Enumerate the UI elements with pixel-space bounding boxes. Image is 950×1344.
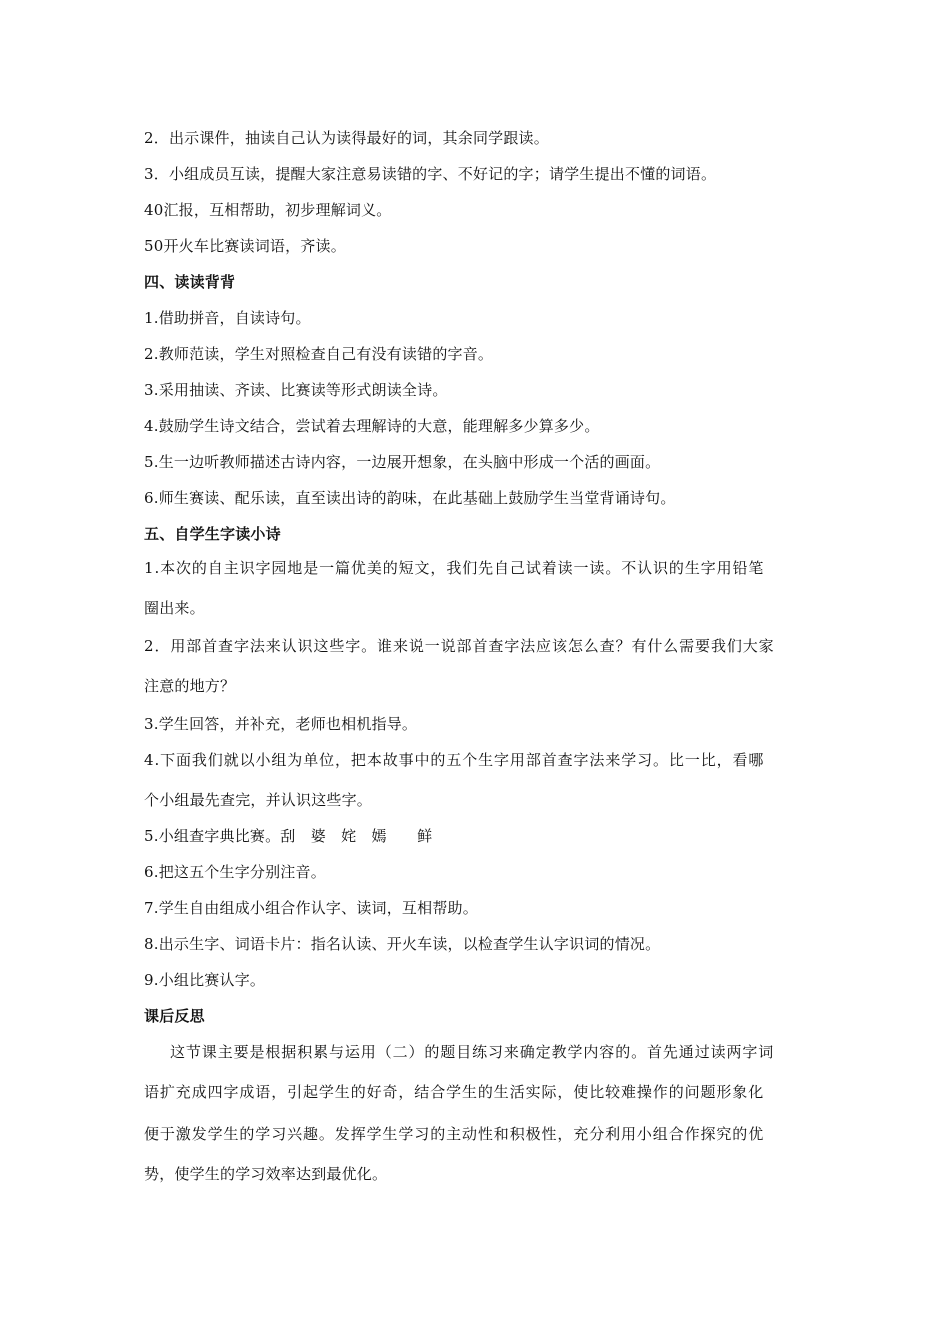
step-2-courseware: 2．出示课件，抽读自己认为读得最好的词，其余同学跟读。 (144, 129, 549, 147)
recite-step-4: 4.鼓励学生诗文结合，尝试着去理解诗的大意，能理解多少算多少。 (144, 417, 600, 435)
self-study-step-3: 3.学生回答，并补充，老师也相机指导。 (144, 715, 418, 733)
self-study-step-9: 9.小组比赛认字。 (144, 971, 266, 989)
recite-step-6: 6.师生赛读、配乐读，直至读出诗的韵味，在此基础上鼓励学生当堂背诵诗句。 (144, 489, 676, 507)
reflection-heading: 课后反思 (144, 1007, 205, 1025)
step-4-report: 40汇报，互相帮助，初步理解词义。 (144, 201, 392, 219)
self-study-step-5: 5.小组查字典比赛。刮 婆 姹 嫣 鲜 (144, 827, 433, 845)
self-study-step-4: 4.下面我们就以小组为单位，把本故事中的五个生字用部首查字法来学习。比一比，看哪 (144, 751, 765, 769)
reflection-paragraph-line-4: 势，使学生的学习效率达到最优化。 (144, 1165, 388, 1183)
reflection-paragraph-line-3: 便于激发学生的学习兴趣。发挥学生学习的主动性和积极性，充分利用小组合作探究的优 (144, 1125, 765, 1143)
step-3-group-reading: 3．小组成员互读，提醒大家注意易读错的字、不好记的字；请学生提出不懂的词语。 (144, 165, 717, 183)
self-study-step-2-cont: 注意的地方？ (144, 677, 236, 695)
recite-step-2: 2.教师范读，学生对照检查自己有没有读错的字音。 (144, 345, 494, 363)
recite-step-5: 5.生一边听教师描述古诗内容，一边展开想象，在头脑中形成一个活的画面。 (144, 453, 661, 471)
self-study-step-1: 1.本次的自主识字园地是一篇优美的短文，我们先自己试着读一读。不认识的生字用铅笔 (144, 559, 765, 577)
recite-step-3: 3.采用抽读、齐读、比赛读等形式朗读全诗。 (144, 381, 448, 399)
self-study-step-4-cont: 个小组最先查完，并认识这些字。 (144, 791, 373, 809)
self-study-step-8: 8.出示生字、词语卡片：指名认读、开火车读，以检查学生认字识词的情况。 (144, 935, 661, 953)
section-heading-5: 五、自学生字读小诗 (144, 525, 281, 543)
self-study-step-2: 2．用部首查字法来认识这些字。谁来说一说部首查字法应该怎么查？有什么需要我们大家 (144, 637, 775, 655)
recite-step-1: 1.借助拼音，自读诗句。 (144, 309, 311, 327)
step-5-train-reading: 50开火车比赛读词语，齐读。 (144, 237, 346, 255)
self-study-step-6: 6.把这五个生字分别注音。 (144, 863, 326, 881)
self-study-step-7: 7.学生自由组成小组合作认字、读词，互相帮助。 (144, 899, 478, 917)
reflection-paragraph-line-1: 这节课主要是根据积累与运用（二）的题目练习来确定教学内容的。首先通过读两字词 (170, 1043, 775, 1061)
section-heading-4: 四、读读背背 (144, 273, 236, 291)
self-study-step-1-cont: 圈出来。 (144, 599, 205, 617)
reflection-paragraph-line-2: 语扩充成四字成语，引起学生的好奇，结合学生的生活实际，使比较难操作的问题形象化 (144, 1083, 765, 1101)
